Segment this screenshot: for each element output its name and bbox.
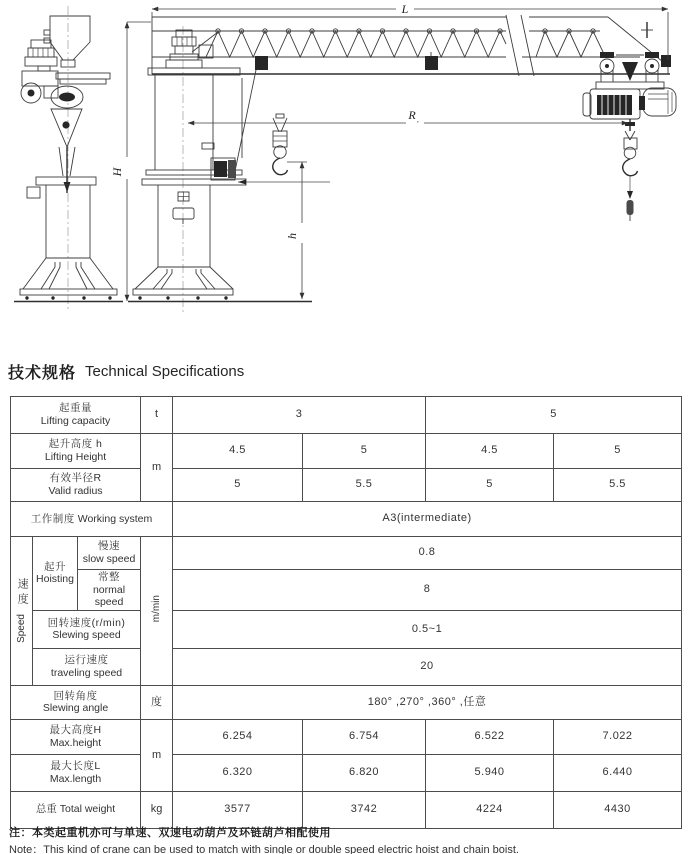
jib-truss xyxy=(152,15,670,76)
row-max-height xyxy=(11,719,682,754)
working-system-label xyxy=(11,502,173,537)
slewing-angle-unit: 度 xyxy=(141,685,173,719)
max-length-value: 6.820 xyxy=(303,754,426,791)
section-title-en: Technical Specifications xyxy=(85,362,245,380)
capacity-group-1: 3 xyxy=(173,397,426,434)
working-system-zh: 工作制度 xyxy=(30,512,75,525)
lifting-height-value: 4.5 xyxy=(173,434,303,469)
normal-speed-label xyxy=(78,570,141,611)
max-height-value: 6.754 xyxy=(303,719,426,754)
dim-label-R-sub: , xyxy=(417,116,419,124)
max-length-en: Max.length xyxy=(49,772,102,785)
row-slewing-angle xyxy=(11,685,682,719)
column xyxy=(128,68,312,302)
lifting-height-zh: 起升高度 h xyxy=(48,438,103,451)
hoist-trolley xyxy=(583,52,676,119)
traveling-speed-value: 20 xyxy=(173,648,682,685)
total-weight-unit: kg xyxy=(141,791,173,828)
lifting-capacity-label xyxy=(11,397,141,434)
section-title xyxy=(8,358,244,384)
normal-speed-zh: 常整 xyxy=(98,571,121,583)
row-valid-radius xyxy=(11,469,682,502)
crane-technical-drawing xyxy=(0,0,691,352)
total-weight-value: 4430 xyxy=(554,791,682,828)
valid-radius-value: 5 xyxy=(426,469,554,502)
max-height-value: 6.522 xyxy=(426,719,554,754)
max-length-label xyxy=(11,754,141,791)
dim-label-R: R xyxy=(408,108,416,122)
traveling-speed-label xyxy=(33,648,141,685)
hoisting-en: Hoisting xyxy=(36,573,74,586)
dim-label-h: h xyxy=(285,233,299,239)
hoisting-label xyxy=(33,537,78,611)
max-height-label xyxy=(11,719,141,754)
capacity-group-2: 5 xyxy=(426,397,682,434)
valid-radius-zh: 有效半径R xyxy=(49,472,102,485)
row-lifting-capacity xyxy=(11,397,682,434)
valid-radius-label xyxy=(11,469,141,502)
working-system-value: A3(intermediate) xyxy=(173,502,682,537)
lifting-height-value: 5 xyxy=(303,434,426,469)
dim-label-H: H xyxy=(110,167,124,177)
specifications-table xyxy=(10,396,682,829)
slewing-angle-value: 180° ,270° ,360° ,任意 xyxy=(173,685,682,719)
speed-group-en: Speed xyxy=(15,614,27,644)
slewing-angle-zh: 回转角度 xyxy=(53,689,98,702)
max-height-en: Max.height xyxy=(49,736,102,749)
total-weight-label: 总重 Total weight xyxy=(11,791,141,828)
valid-radius-value: 5 xyxy=(173,469,303,502)
max-length-value: 5.940 xyxy=(426,754,554,791)
footnotes xyxy=(9,824,685,854)
dim-label-L: L xyxy=(401,2,409,16)
total-weight-value: 3577 xyxy=(173,791,303,828)
slewing-speed-en: Slewing speed xyxy=(52,629,121,642)
max-length-value: 6.320 xyxy=(173,754,303,791)
speed-group-zh: 速度 xyxy=(16,578,29,609)
slewing-speed-label xyxy=(33,610,141,648)
slewing-speed-zh: 回转速度(r/min) xyxy=(47,616,126,629)
row-working-system xyxy=(11,502,682,537)
total-weight-value: 4224 xyxy=(426,791,554,828)
row-slewing-speed xyxy=(11,610,682,648)
normal-speed-value: 8 xyxy=(173,570,682,611)
speed-unit xyxy=(141,537,173,686)
valid-radius-value: 5.5 xyxy=(554,469,682,502)
slow-speed-en: slow speed xyxy=(82,553,136,565)
traveling-speed-en: traveling speed xyxy=(50,666,123,679)
row-total-weight xyxy=(11,791,682,828)
max-height-value: 6.254 xyxy=(173,719,303,754)
max-length-zh: 最大长度L xyxy=(50,760,101,773)
lifting-height-en: Lifting Height xyxy=(44,451,107,463)
slewing-angle-label xyxy=(11,685,141,719)
dimension-h xyxy=(285,162,307,299)
slow-speed-value: 0.8 xyxy=(173,537,682,570)
slow-speed-label xyxy=(78,537,141,570)
hoisting-zh: 起升 xyxy=(44,560,66,573)
footnote-zh: 注：本类起重机亦可与单速、双速电动葫芦及环链葫芦相配使用 xyxy=(9,827,331,839)
row-slow-speed xyxy=(11,537,682,570)
lifting-height-value: 5 xyxy=(554,434,682,469)
lifting-height-label xyxy=(11,434,141,469)
section-title-zh: 技术规格 xyxy=(8,364,77,382)
row-traveling-speed xyxy=(11,648,682,685)
row-max-length xyxy=(11,754,682,791)
lifting-capacity-unit: t xyxy=(141,397,173,434)
valid-radius-value: 5.5 xyxy=(303,469,426,502)
hoist-hook xyxy=(623,119,638,221)
max-dims-unit: m xyxy=(141,719,173,791)
side-view-drawing xyxy=(14,6,123,312)
max-height-value: 7.022 xyxy=(554,719,682,754)
normal-speed-en: normal speed xyxy=(92,583,126,609)
front-view-drawing xyxy=(110,2,676,312)
working-system-en: Working system xyxy=(77,512,153,525)
slewing-motor xyxy=(166,30,218,68)
traveling-speed-zh: 运行速度 xyxy=(64,654,109,667)
total-weight-value: 3742 xyxy=(303,791,426,828)
slewing-drive xyxy=(202,70,330,185)
slewing-angle-en: Slewing angle xyxy=(42,702,109,715)
row-lifting-height xyxy=(11,434,682,469)
dimension-H xyxy=(110,22,151,301)
max-length-value: 6.440 xyxy=(554,754,682,791)
slewing-speed-value: 0.5~1 xyxy=(173,610,682,648)
height-radius-unit: m xyxy=(141,434,173,502)
lifting-height-value: 4.5 xyxy=(426,434,554,469)
slow-speed-zh: 慢速 xyxy=(98,540,121,553)
row-normal-speed xyxy=(11,570,682,611)
footnote-en: Note：This kind of crane can be used to match with single or double speed electric hoist and chain boist. xyxy=(9,844,519,854)
lifting-capacity-en: Lifting capacity xyxy=(40,415,111,427)
max-height-zh: 最大高度H xyxy=(49,724,102,737)
valid-radius-en: Valid radius xyxy=(48,485,103,497)
speed-group-label xyxy=(11,537,33,686)
speed-unit-text: m/min xyxy=(150,595,162,623)
lifting-capacity-zh: 起重量 xyxy=(59,402,93,415)
dimension-R xyxy=(188,108,628,124)
